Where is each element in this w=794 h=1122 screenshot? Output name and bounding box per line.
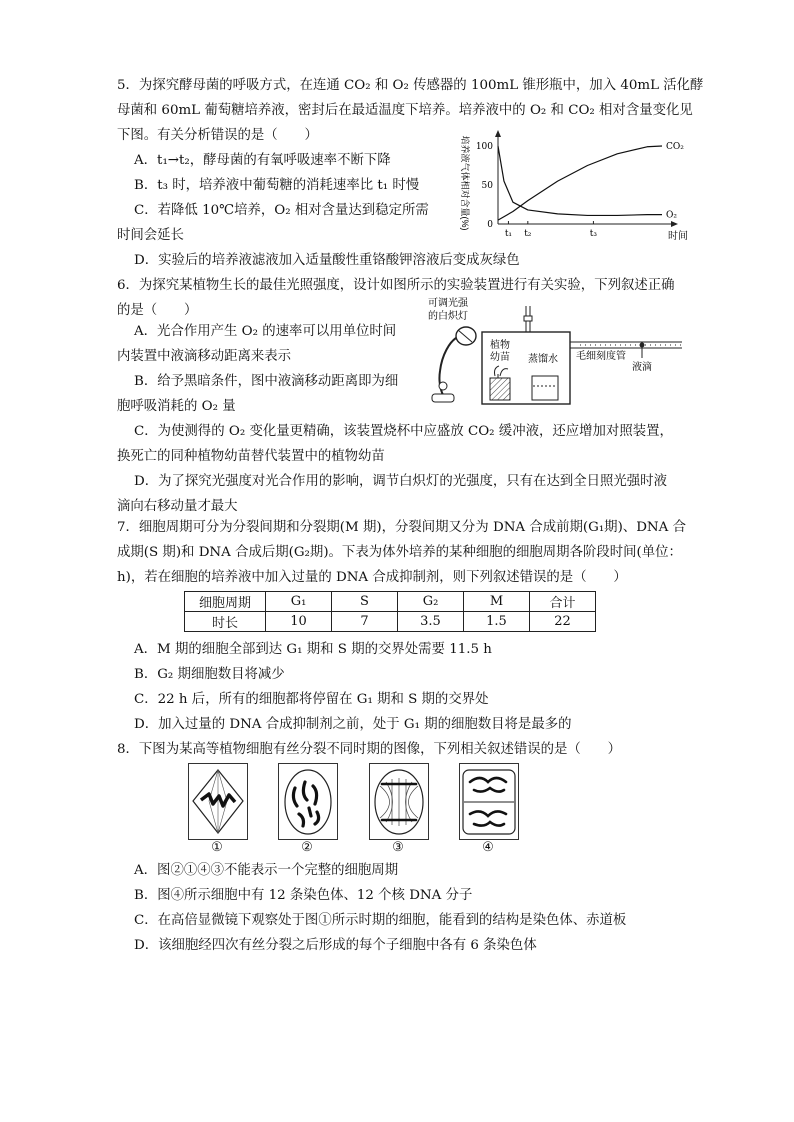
table-row [185,612,596,632]
q7-option-c: C．22 h 后，所有的细胞都将停留在 G₁ 期和 S 期的交界处 [134,692,489,707]
cell-image-4 [459,763,519,840]
drop-label: 液滴 [632,362,652,373]
table-cell: G₂ [398,592,464,612]
chart-series [498,142,684,221]
cell-drawing-prophase [279,764,337,839]
chart-y-ticks [476,142,493,230]
chart-series-line [498,146,662,220]
table-cell: 7 [332,612,398,632]
q7-stem-line2: 成期(S 期)和 DNA 合成后期(G₂期)。下表为体外培养的某种细胞的细胞周期各阶段时间(单位： [117,545,682,560]
chart-x-tick-label: t₃ [589,229,598,239]
q5-stem-line1: 5．为探究酵母菌的呼吸方式，在连通 CO₂ 和 O₂ 传感器的 100mL 锥形瓶中，加入 40mL 活化酵 [117,78,704,93]
cell-label-4: ④ [482,840,494,855]
chart-y-tick-label: 0 [487,220,493,230]
water-label: 蒸馏水 [528,354,558,365]
cell-drawing-telophase [460,764,518,839]
q5-option-c-cont: 时间会延长 [117,228,184,243]
chart-y-tick-label: 50 [481,181,493,191]
table-cell: S [332,592,398,612]
q6-option-c-cont: 换死亡的同种植物幼苗替代装置中的植物幼苗 [117,449,385,464]
q8-option-a: A．图②①④③不能表示一个完整的细胞周期 [134,863,399,878]
q6-option-b: B．给予黑暗条件，图中液滴移动距离即为细 [134,374,399,389]
plant-label-line2: 幼苗 [490,352,510,363]
chart-x-tick-label: t₁ [504,229,513,239]
lamp-label-line1: 可调光强 [428,298,468,309]
q7-stem-line1: 7．细胞周期可分为分裂间期和分裂期(M 期)，分裂间期又分为 DNA 合成前期(G₁期)、DNA 合 [117,520,686,535]
q5-option-c: C．若降低 10℃培养，O₂ 相对含量达到稳定所需 [134,203,429,218]
q5-stem-line2: 母菌和 60mL 葡萄糖培养液，密封后在最适温度下培养。培养液中的 O₂ 和 CO₂ 相对含量变化见 [117,103,693,118]
chart-ylabel: 培养液气体相对含量(%) [460,135,470,231]
q6-option-a: A．光合作用产生 O₂ 的速率可以用单位时间 [134,324,397,339]
plant-pot-icon [490,366,510,400]
table-cell: 细胞周期 [185,592,266,612]
q6-option-d-cont: 滴向右移动量才最大 [117,499,238,514]
q5-option-a: A．t₁→t₂，酵母菌的有氧呼吸速率不断下降 [134,153,391,168]
q5-gas-chart [452,128,692,243]
q6-option-a-cont: 内装置中液滴移动距离来表示 [117,349,292,364]
q6-option-d: D．为了探究光强度对光合作用的影响，调节白炽灯的光强度，只有在达到全日照光强时液 [134,474,667,489]
cell-label-1: ① [211,840,223,855]
cell-label-3: ③ [392,840,404,855]
cell-drawing-anaphase [370,764,428,839]
q6-apparatus-figure [420,296,690,411]
droplet-icon [640,343,645,348]
table-cell: 22 [530,612,596,632]
q5-option-b: B．t₃ 时，培养液中葡萄糖的消耗速率比 t₁ 时慢 [134,178,420,193]
q6-option-b-cont: 胞呼吸消耗的 O₂ 量 [117,399,236,414]
chart-x-arrow [671,221,678,227]
q8-option-d: D．该细胞经四次有丝分裂之后形成的每个子细胞中各有 6 条染色体 [134,938,537,953]
q6-option-c: C．为使测得的 O₂ 变化量更精确，该装置烧杯中应盛放 CO₂ 缓冲液，还应增加对照装置， [134,424,673,439]
table-cell: G₁ [266,592,332,612]
cell-image-2 [278,763,338,840]
chart-x-tick-label: t₂ [524,229,532,239]
q7-stem-line3: h)，若在细胞的培养液中加入过量的 DNA 合成抑制剂，则下列叙述错误的是（ ） [117,570,627,585]
table-cell: 时长 [185,612,266,632]
table-header-row [185,592,596,612]
q8-option-c: C．在高倍显微镜下观察处于图①所示时期的细胞，能看到的结构是染色体、赤道板 [134,913,627,928]
lamp-icon [432,327,476,402]
q5-option-d: D．实验后的培养液滤液加入适量酸性重铬酸钾溶液后变成灰绿色 [134,253,520,268]
cell-image-1 [188,763,248,840]
chart-series-label: CO₂ [666,142,684,152]
q7-option-b: B．G₂ 期细胞数目将减少 [134,667,285,682]
chart-series-label: O₂ [666,210,677,221]
q5-stem-line3: 下图。有关分析错误的是（ ） [117,128,318,143]
tube-label: 毛细刻度管 [576,351,626,362]
table-cell: 合计 [530,592,596,612]
q7-option-d: D．加入过量的 DNA 合成抑制剂之前，处于 G₁ 期的细胞数目将是最多的 [134,717,572,732]
table-cell: 3.5 [398,612,464,632]
q8-option-b: B．图④所示细胞中有 12 条染色体、12 个核 DNA 分子 [134,888,473,903]
cell-image-3 [369,763,429,840]
table-cell: 10 [266,612,332,632]
q6-stem-line1: 6．为探究某植物生长的最佳光照强度，设计如图所示的实验装置进行有关实验，下列叙述正确 [117,278,675,293]
cell-drawing-metaphase [189,764,247,839]
cell-label-2: ② [301,840,313,855]
chart-y-arrow [495,130,501,137]
table-cell: M [464,592,530,612]
beaker-icon [532,376,558,400]
q8-stem-line1: 8．下图为某高等植物细胞有丝分裂不同时期的图像，下列相关叙述错误的是（ ） [117,742,621,757]
table-cell: 1.5 [464,612,530,632]
q6-stem-line2: 的是（ ） [117,303,198,318]
plant-label-line1: 植物 [490,340,510,351]
cell-cycle-table [184,591,596,632]
chart-xlabel: 时间 [668,231,688,242]
q7-option-a: A．M 期的细胞全部到达 G₁ 期和 S 期的交界处需要 11.5 h [134,642,492,657]
lamp-label-line2: 的白炽灯 [428,311,468,322]
chart-y-tick-label: 100 [475,142,493,152]
